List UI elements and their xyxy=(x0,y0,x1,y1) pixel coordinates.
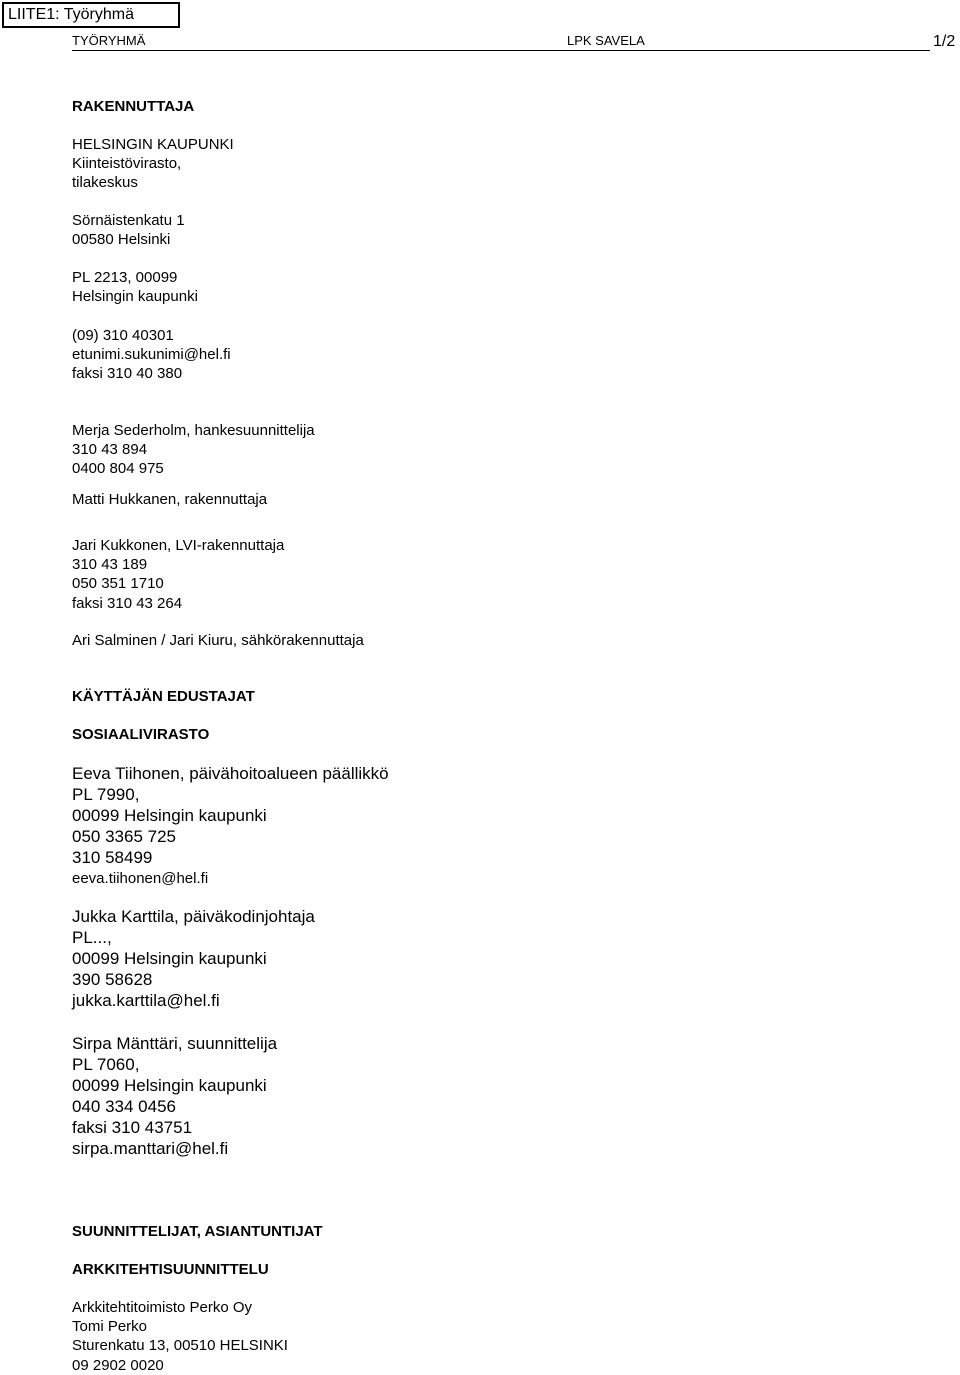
contact-person-kukkonen: Jari Kukkonen, LVI-rakennuttaja 310 43 189 050 351 1710 faksi 310 43 264 xyxy=(72,537,285,612)
subheading-social-office: SOSIAALIVIRASTO xyxy=(72,726,210,743)
attachment-tab-label: LIITE1: Työryhmä xyxy=(2,2,180,28)
header-project: LPK SAVELA xyxy=(567,33,645,48)
client-street-address: Sörnäistenkatu 1 00580 Helsinki xyxy=(72,212,185,249)
email-manttari: sirpa.manttari@hel.fi xyxy=(72,1139,229,1158)
header-title: TYÖRYHMÄ xyxy=(72,33,146,48)
contact-person-sederholm: Merja Sederholm, hankesuunnittelija 310 43 894 0400 804 975 xyxy=(72,422,315,478)
contact-person-salminen-kiuru: Ari Salminen / Jari Kiuru, sähkörakennuttaja xyxy=(72,632,364,649)
client-contact: (09) 310 40301 etunimi.sukunimi@hel.fi faksi 310 40 380 xyxy=(72,327,231,383)
contact-architect-perko: Arkkitehtitoimisto Perko Oy Tomi Perko Sturenkatu 13, 00510 HELSINKI 09 2902 0020 xyxy=(72,1299,288,1374)
page-number: 1/2 xyxy=(933,33,956,50)
section-heading-client: RAKENNUTTAJA xyxy=(72,98,195,115)
client-po-box: PL 2213, 00099 Helsingin kaupunki xyxy=(72,269,198,306)
contact-person-manttari: Sirpa Mänttäri, suunnittelija PL 7060, 00099 Helsingin kaupunki 040 334 0456 faksi 310 43751 sirpa.manttari@hel.fi xyxy=(72,1034,278,1158)
contact-person-tiihonen: Eeva Tiihonen, päivähoitoalueen päällikkö PL 7990, 00099 Helsingin kaupunki 050 3365 725 310 58499 eeva.tiihonen@hel.fi xyxy=(72,764,389,887)
email-tiihonen: eeva.tiihonen@hel.fi xyxy=(72,870,209,887)
contact-person-karttila: Jukka Karttila, päiväkodinjohtaja PL..., 00099 Helsingin kaupunki 390 58628 jukka.karttila@hel.fi xyxy=(72,907,315,1010)
client-organization: HELSINGIN KAUPUNKI Kiinteistövirasto, tilakeskus xyxy=(72,136,234,192)
contact-person-hukkanen: Matti Hukkanen, rakennuttaja xyxy=(72,491,268,508)
section-heading-users: KÄYTTÄJÄN EDUSTAJAT xyxy=(72,688,255,705)
header-divider xyxy=(72,50,930,51)
client-email: etunimi.sukunimi@hel.fi xyxy=(72,346,231,364)
email-karttila: jukka.karttila@hel.fi xyxy=(72,991,220,1010)
section-heading-designers: SUUNNITTELIJAT, ASIANTUNTIJAT xyxy=(72,1223,323,1240)
subheading-architecture: ARKKITEHTISUUNNITTELU xyxy=(72,1261,269,1278)
